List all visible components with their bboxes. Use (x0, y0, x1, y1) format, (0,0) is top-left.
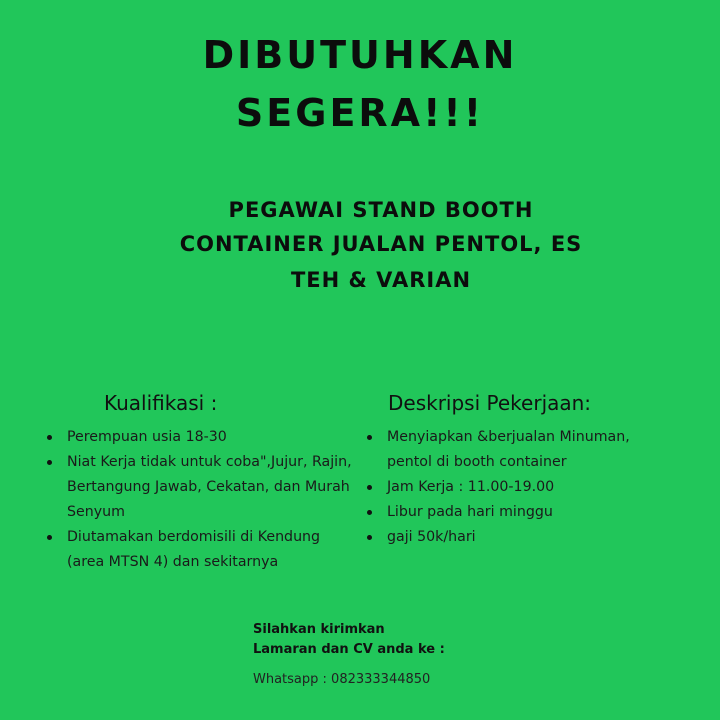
qualifications-list (47, 425, 357, 575)
list-item (367, 525, 667, 550)
list-item (367, 425, 667, 475)
list-item-text: Menyiapkan &berjualan Minuman, pentol di booth container (387, 429, 630, 470)
job-description-list (367, 425, 667, 550)
bullet-icon (47, 435, 52, 440)
list-item-text: Diutamakan berdomisili di Kendung (area MTSN 4) dan sekitarnya (67, 529, 321, 570)
contact-instruction-line-1: Silahkan kirimkan (253, 622, 385, 637)
list-item-text: Perempuan usia 18-30 (67, 429, 227, 445)
bullet-icon (367, 435, 372, 440)
bullet-icon (47, 460, 52, 465)
headline-line-1: DIBUTUHKAN (202, 33, 518, 77)
list-item-text: gaji 50k/hari (387, 529, 476, 545)
list-item (47, 525, 357, 575)
contact-instruction-line-2: Lamaran dan CV anda ke : (253, 642, 445, 657)
bullet-icon (367, 510, 372, 515)
bullet-icon (367, 485, 372, 490)
list-item-text: Jam Kerja : 11.00-19.00 (387, 479, 555, 495)
list-item (47, 425, 357, 450)
whatsapp-contact: Whatsapp : 082333344850 (253, 672, 431, 687)
list-item (47, 450, 357, 525)
list-item-text: Niat Kerja tidak untuk coba",Jujur, Rajin, Bertangung Jawab, Cekatan, dan Murah Senyum (67, 454, 352, 520)
position-line-3: TEH & VARIAN (290, 268, 472, 292)
bullet-icon (367, 535, 372, 540)
position-line-2: CONTAINER JUALAN PENTOL, ES (179, 232, 583, 256)
list-item (367, 500, 667, 525)
list-item-text: Libur pada hari minggu (387, 504, 553, 520)
headline-line-2: SEGERA!!! (235, 91, 485, 135)
job-description-title: Deskripsi Pekerjaan: (388, 391, 592, 415)
position-line-1: PEGAWAI STAND BOOTH (228, 198, 534, 222)
list-item (367, 475, 667, 500)
qualifications-title: Kualifikasi : (104, 391, 218, 415)
bullet-icon (47, 535, 52, 540)
